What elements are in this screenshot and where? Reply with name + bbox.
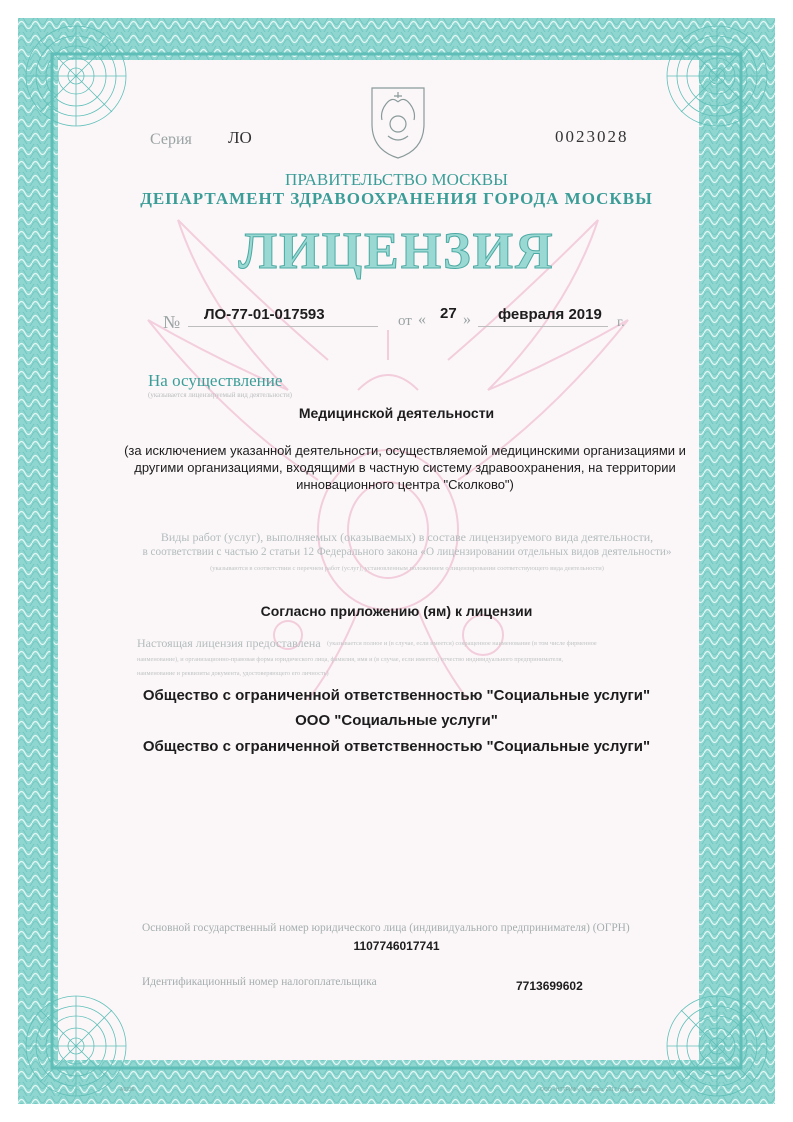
license-month-year: февраля 2019 (498, 306, 602, 323)
quote-close: » (463, 311, 471, 328)
works-line-2: в соответствии с частью 2 статьи 12 Федерального закона «О лицензировании отдельных видов деятельности» (142, 546, 672, 558)
organization-full-name: Общество с ограниченной ответственностью "Социальные услуги" (142, 687, 651, 704)
rosette-bottom-right (661, 990, 773, 1102)
series-value: ЛО (228, 128, 252, 147)
date-underline (478, 326, 608, 327)
quote-open: « (418, 311, 426, 328)
form-code: А6236 (120, 1087, 135, 1093)
activity-heading-note: (указывается лицензируемый вид деятельности) (148, 391, 293, 399)
printer-info: ООО «НТТРИФ», г. Москва, 2017 год, уровень Б (540, 1087, 652, 1093)
rosette-top-right (661, 20, 773, 132)
from-label: от (398, 313, 412, 329)
document-number: 0023028 (555, 127, 629, 146)
number-sign: № (163, 312, 181, 332)
granted-note-1: (указывается полное и (в случае, если имеется) сокращенное наименование (в том числе фирменное (327, 640, 597, 647)
eagle-watermark (58, 60, 699, 1060)
series-label: Серия (150, 131, 192, 148)
organization-firm-name: Общество с ограниченной ответственностью "Социальные услуги" (142, 738, 651, 755)
year-suffix: г. (617, 315, 625, 330)
works-value: Согласно приложению (ям) к лицензии (260, 603, 533, 619)
works-note: (указываются в соответствии с перечнем работ (услуг), установленным положением о лицензировании соответствующего вида деятельности) (210, 565, 604, 572)
ogrn-label: Основной государственный номер юридического лица (индивидуального предпринимателя) (ОГРН) (142, 922, 630, 934)
inn-value: 7713699602 (516, 979, 583, 993)
granted-note-3: наименование и реквизиты документа, удостоверяющего его личность) (137, 670, 329, 677)
license-number-underline (188, 326, 378, 327)
page-title: ЛИЦЕНЗИЯ (238, 223, 555, 280)
activity-heading: На осуществление (148, 371, 283, 390)
organization-short-name: ООО "Социальные услуги" (295, 712, 498, 729)
works-line-1: Виды работ (услуг), выполняемых (оказываемых) в составе лицензируемого вида деятельности, (160, 530, 654, 544)
license-day: 27 (440, 305, 457, 322)
rosette-bottom-left (20, 990, 135, 1102)
ogrn-value: 1107746017741 (353, 939, 440, 953)
government-line: ПРАВИТЕЛЬСТВО МОСКВЫ (285, 170, 508, 189)
activity-type: Медицинской деятельности (298, 405, 495, 421)
license-number: ЛО-77-01-017593 (204, 306, 325, 323)
granted-note-2: наименование), и организационно-правовая форма юридического лица, фамилия, имя и (в случае, если имеется) отчество индивидуального предпринимателя, (137, 656, 564, 663)
granted-lead: Настоящая лицензия предоставлена (137, 636, 321, 650)
document-paper (58, 60, 699, 1060)
inn-label: Идентификационный номер налогоплательщика (142, 976, 377, 988)
rosette-top-left (20, 20, 132, 132)
department-line: ДЕПАРТАМЕНТ ЗДРАВООХРАНЕНИЯ ГОРОДА МОСКВЫ (140, 189, 653, 208)
activity-exception: (за исключением указанной деятельности, осуществляемой медицинскими организациями и другими организациями, входящими в частную систему здравоохранения, на территории инновационного центра "Сколково") (124, 443, 686, 492)
coat-of-arms-icon (364, 84, 432, 162)
